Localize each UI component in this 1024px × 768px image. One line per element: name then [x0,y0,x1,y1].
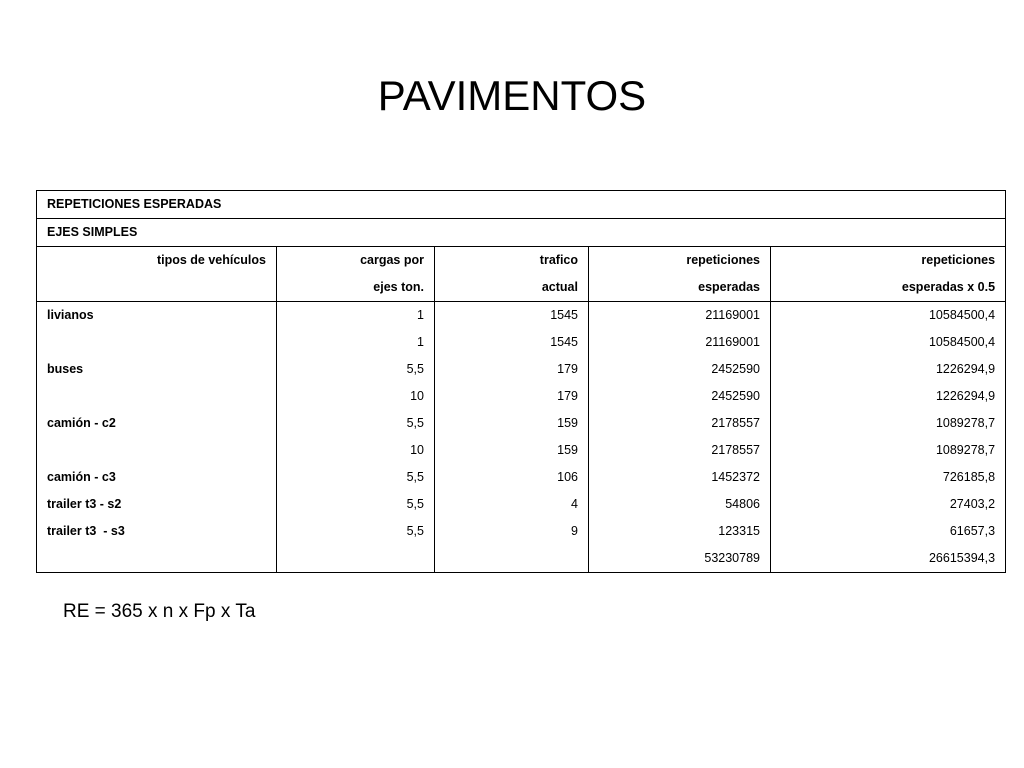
header-vehicle-types-line2 [37,274,277,302]
traffic-cell: 159 [435,437,589,464]
repetitions-cell: 2452590 [589,383,771,410]
repetitions-half-cell: 1089278,7 [935,416,996,430]
repetitions-half-cell: 726185,8 [942,470,996,484]
table-title-row [37,191,1006,219]
axle-load-cell: 5,5 [277,491,435,518]
table-title: REPETICIONES ESPERADAS [37,191,1006,219]
total-repetitions-cell: 53230789 [589,545,771,573]
repetitions-half-cell: 1089278,7 [935,443,996,457]
traffic-cell: 4 [435,491,589,518]
header-traffic-line2: actual [435,274,589,302]
traffic-cell: 159 [435,410,589,437]
traffic-cell: 106 [435,464,589,491]
traffic-cell: 9 [435,518,589,545]
repetitions-half-cell: 1226294,9 [935,389,996,403]
table-row [37,518,1006,545]
repetitions-cell: 21169001 [589,329,771,356]
header-repetitions: repeticiones [589,247,771,275]
axle-load-cell: 5,5 [277,356,435,383]
repetitions-half-cell: 10584500,4 [928,335,996,349]
axle-load-cell: 10 [277,437,435,464]
vehicle-type-cell: camión - c3 [37,464,277,491]
repetitions-cell: 54806 [589,491,771,518]
traffic-cell: 1545 [435,302,589,330]
table-row [37,302,1006,330]
repetitions-cell: 2178557 [589,410,771,437]
vehicle-type-cell: buses [37,356,277,383]
totals-empty-cell [277,545,435,573]
axle-load-cell: 1 [277,302,435,330]
totals-empty-cell [37,545,277,573]
repetitions-cell: 21169001 [589,302,771,330]
vehicle-type-cell: livianos [37,302,277,330]
repetitions-half-cell: 1226294,9 [935,362,996,376]
axle-load-cell: 5,5 [277,410,435,437]
table-subtitle-row [37,219,1006,247]
vehicle-type-cell [37,383,277,410]
table-row [37,329,1006,356]
header-row-2 [37,274,1006,302]
table-row [37,437,1006,464]
table-subtitle: EJES SIMPLES [37,219,1006,247]
table-row [37,464,1006,491]
header-traffic: trafico [435,247,589,275]
repetitions-cell: 2178557 [589,437,771,464]
axle-load-cell: 5,5 [277,464,435,491]
header-row-1 [37,247,1006,275]
header-vehicle-types: tipos de vehículos [37,247,277,275]
vehicle-type-cell [37,437,277,464]
axle-load-cell: 5,5 [277,518,435,545]
axle-load-cell: 10 [277,383,435,410]
repetitions-table-container [36,190,1005,573]
header-repetitions-line2: esperadas [589,274,771,302]
table-row [37,356,1006,383]
table-row [37,383,1006,410]
repetitions-cell: 123315 [589,518,771,545]
table-body [37,191,1006,573]
header-axle-loads: cargas por [277,247,435,275]
vehicle-type-cell [37,329,277,356]
repetitions-half-cell: 61657,3 [949,524,996,538]
page-title: PAVIMENTOS [377,72,647,119]
header-axle-loads-line2: ejes ton. [277,274,435,302]
totals-row [37,545,1006,573]
repetitions-half-cell: 10584500,4 [928,308,996,322]
table-row [37,410,1006,437]
repetitions-cell: 2452590 [589,356,771,383]
traffic-cell: 179 [435,356,589,383]
axle-load-cell: 1 [277,329,435,356]
totals-empty-cell [435,545,589,573]
table-row [37,491,1006,518]
formula-text: RE = 365 x n x Fp x Ta [63,601,256,622]
vehicle-type-cell: trailer t3 - s3 [37,518,277,545]
header-repetitions-half: repeticiones [921,253,996,267]
traffic-cell: 1545 [435,329,589,356]
total-repetitions-half-cell: 26615394,3 [928,551,996,565]
traffic-cell: 179 [435,383,589,410]
header-repetitions-half-line2: esperadas x 0.5 [771,274,1006,302]
vehicle-type-cell: trailer t3 - s2 [37,491,277,518]
repetitions-table [36,190,1006,573]
repetitions-cell: 1452372 [589,464,771,491]
repetitions-half-cell: 27403,2 [949,497,996,511]
vehicle-type-cell: camión - c2 [37,410,277,437]
